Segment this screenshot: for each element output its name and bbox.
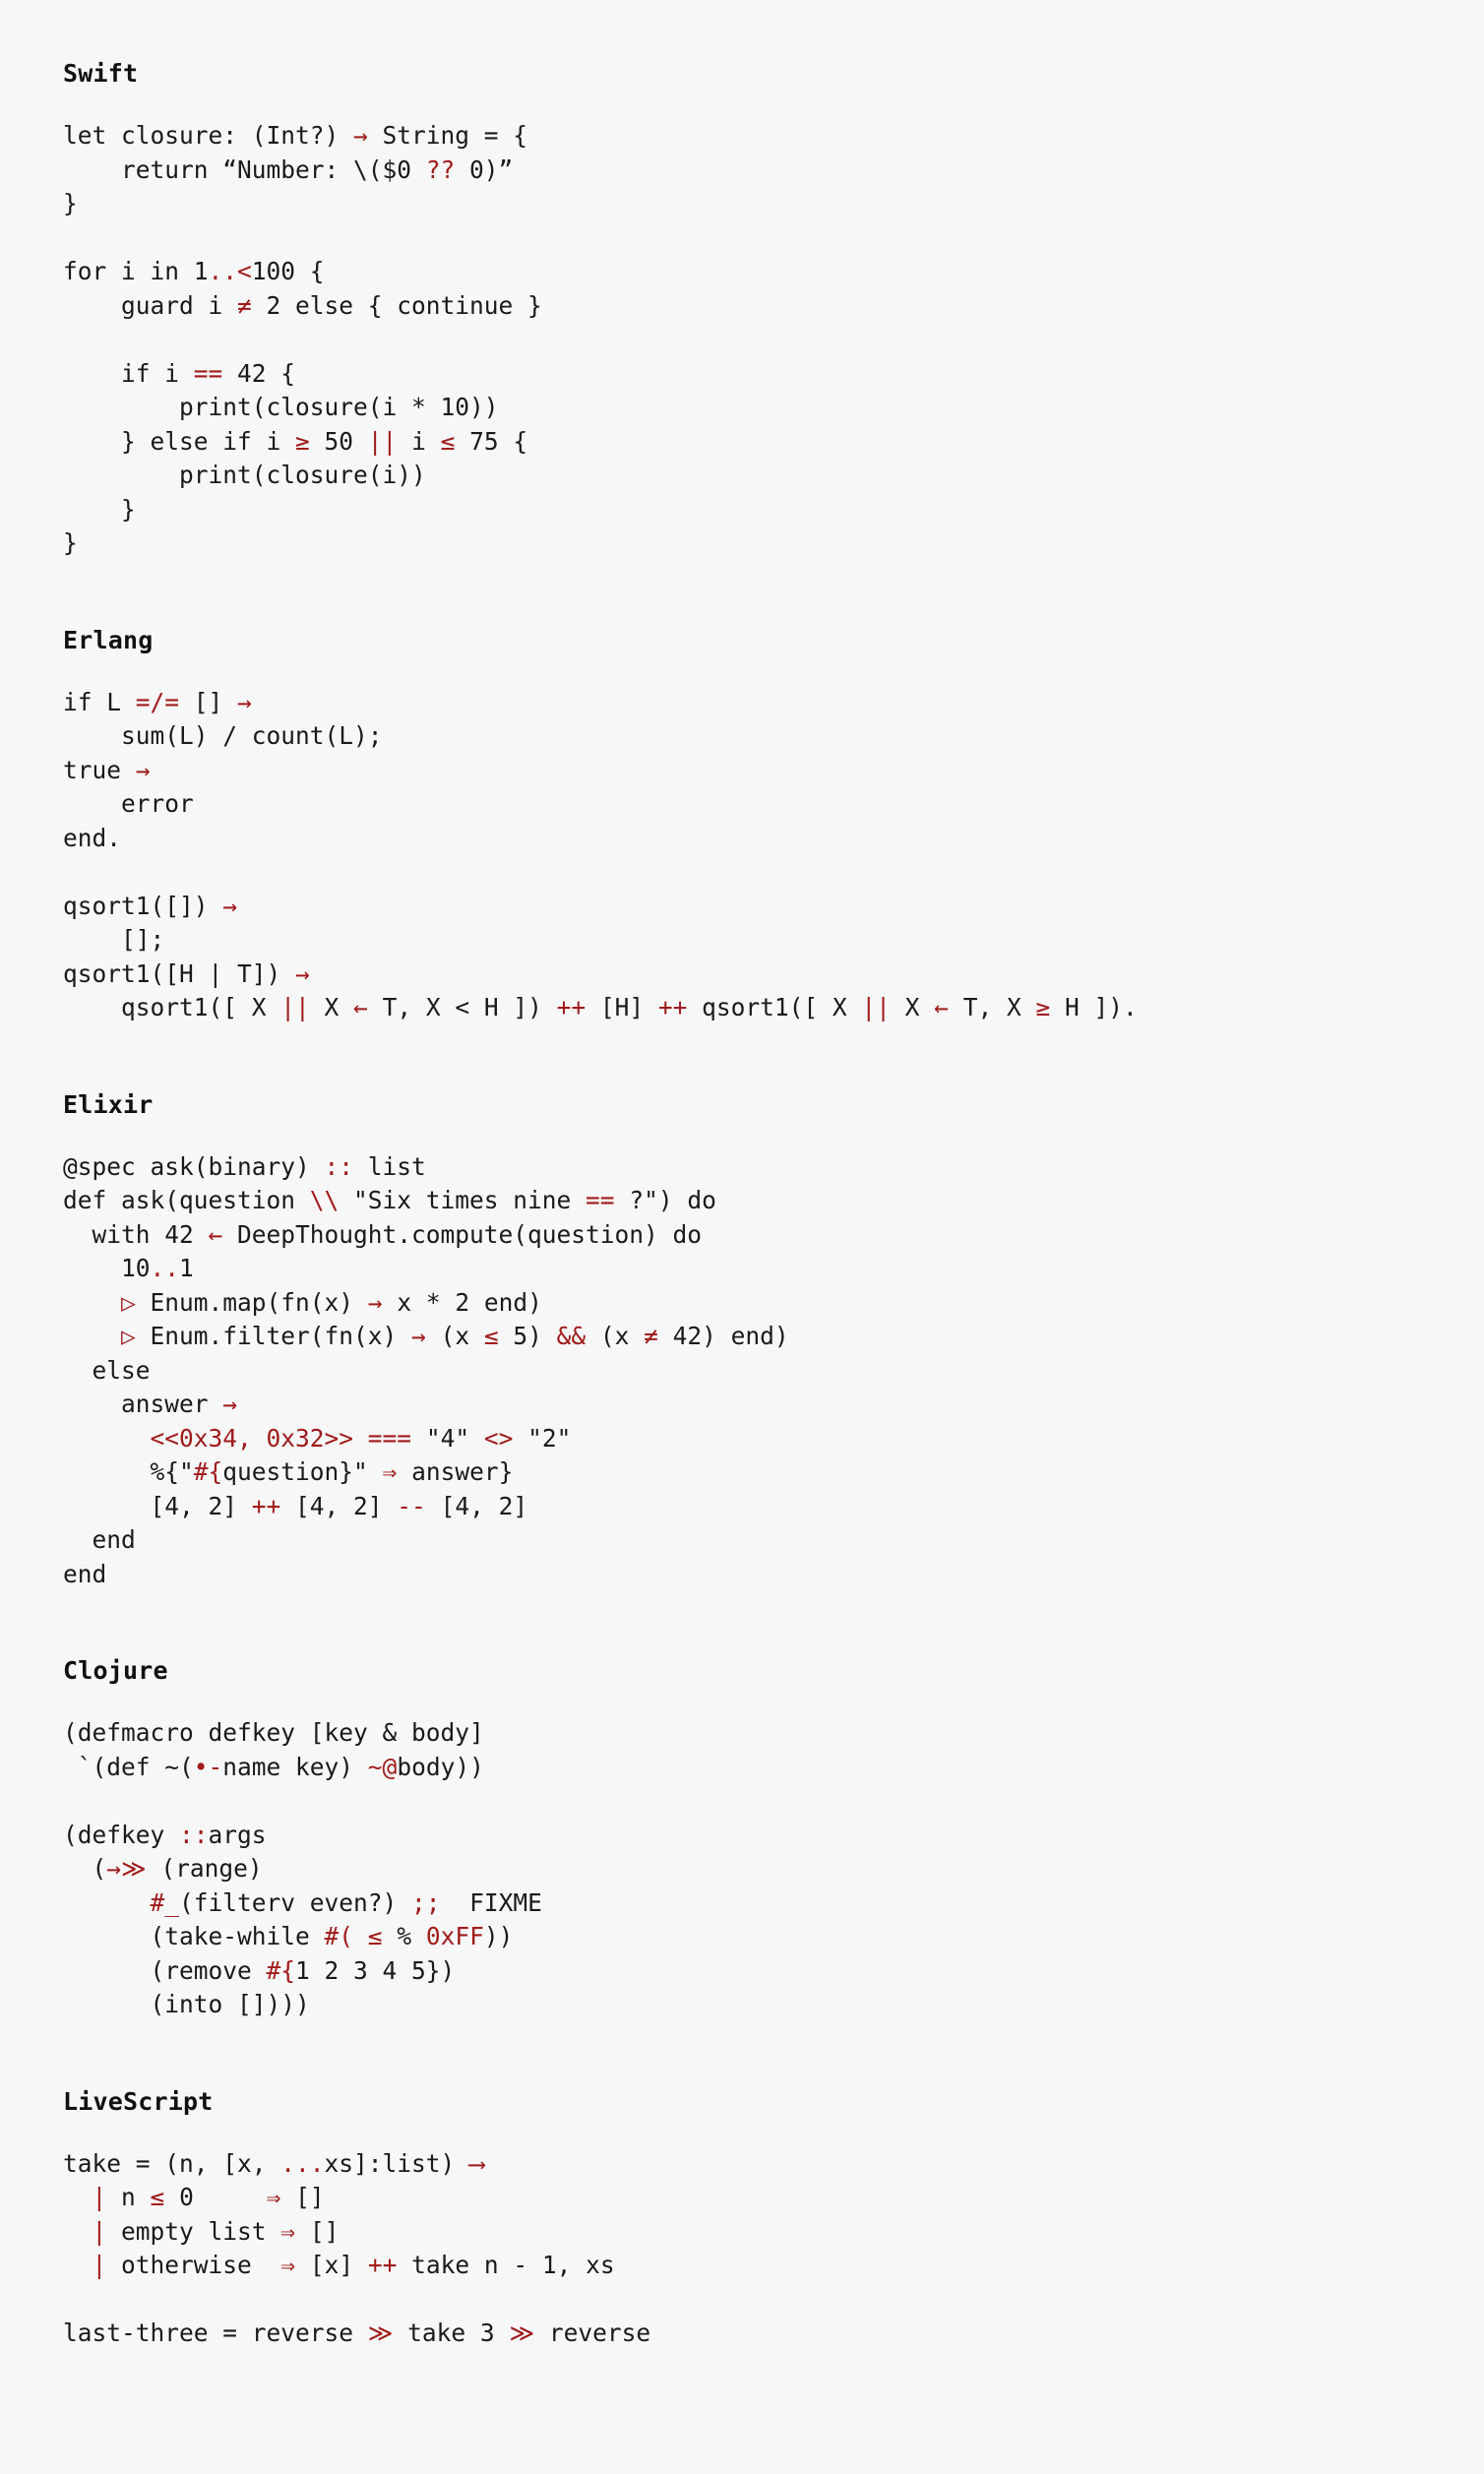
ligature-token: ||: [367, 426, 398, 456]
code-token: 42 {: [222, 358, 296, 388]
ligature-token: •-: [193, 1752, 223, 1781]
ligature-token: ≥: [295, 426, 310, 456]
language-title: Swift: [63, 59, 139, 88]
code-section: [63, 626, 1421, 1025]
code-token: []: [179, 687, 238, 716]
code-line: [63, 1184, 1421, 1218]
code-token: if L: [63, 687, 136, 716]
code-line: [63, 2249, 1421, 2283]
code-token: 5): [498, 1322, 557, 1350]
code-token: 2 else { continue }: [251, 290, 542, 320]
code-line: [63, 958, 1421, 992]
code-token: true: [63, 755, 136, 784]
code-line: [63, 1218, 1421, 1253]
code-token: (defkey: [63, 1820, 180, 1849]
code-token: DeepThought.compute(question) do: [222, 1219, 703, 1249]
ligature-token: <<0x34, 0x32>>: [150, 1423, 354, 1453]
code-token: otherwise: [106, 2251, 281, 2279]
ligature-token: →≫: [106, 1854, 147, 1883]
sections-container: [63, 59, 1421, 2351]
code-token: last-three = reverse: [63, 2319, 368, 2347]
code-token: 1 2 3 4 5}): [295, 1955, 456, 1985]
ligature-token: ===: [367, 1423, 412, 1453]
code-token: %{": [63, 1457, 194, 1486]
language-title: Elixir: [63, 1089, 154, 1119]
code-token: 50: [309, 426, 368, 456]
code-token: guard i: [63, 290, 238, 320]
code-token: let closure: (Int?): [63, 121, 354, 150]
ligature-token: ⇒: [382, 1457, 398, 1486]
code-line: [63, 187, 1421, 221]
code-line: [63, 1988, 1421, 2022]
code-token: take = (n, [x,: [63, 2148, 281, 2178]
code-token: H ]).: [1050, 993, 1138, 1021]
code-token: qsort1([ X: [63, 993, 281, 1021]
code-token: %: [382, 1922, 426, 1950]
code-token: @spec ask(binary): [63, 1151, 325, 1181]
ligature-token: ++: [556, 993, 587, 1021]
ligature-token: |: [92, 2183, 107, 2211]
ligature-token: ||: [280, 993, 310, 1021]
ligature-token: ::: [324, 1151, 354, 1181]
code-token: X: [890, 993, 935, 1021]
code-line: [63, 1252, 1421, 1286]
code-token: [63, 1322, 121, 1350]
code-token: (remove: [63, 1955, 267, 1985]
code-token: [4, 2]: [425, 1491, 528, 1520]
language-title: Erlang: [63, 625, 154, 654]
code-line: [63, 890, 1421, 924]
code-token: i: [397, 426, 441, 456]
ligature-token: ≠: [644, 1322, 658, 1350]
ligature-token: ⇒: [280, 2251, 296, 2279]
code-token: name key): [222, 1752, 368, 1781]
code-line: [63, 526, 1421, 561]
code-token: "Six times nine: [339, 1186, 587, 1214]
ligature-token: ≤: [367, 1922, 383, 1950]
code-token: (take-while: [63, 1922, 325, 1950]
ligature-token: →: [237, 687, 252, 716]
code-token: take 3: [393, 2319, 510, 2347]
code-token: end: [63, 1525, 136, 1554]
code-token: 10: [63, 1254, 151, 1282]
ligature-token: ::: [179, 1820, 209, 1849]
code-token: body)): [397, 1752, 484, 1781]
code-token: ?") do: [614, 1186, 716, 1214]
code-token: reverse: [534, 2319, 651, 2347]
ligature-token: =/=: [135, 687, 180, 716]
ligature-token: →: [222, 891, 238, 920]
code-line: [63, 1751, 1421, 1785]
code-token: list: [353, 1151, 426, 1181]
code-token: (defmacro defkey [key & body]: [63, 1718, 484, 1747]
blank-line: [63, 323, 1421, 357]
code-block: [63, 2147, 1421, 2351]
code-token: [63, 2251, 93, 2279]
ligature-token: |: [92, 2251, 107, 2279]
code-line: [63, 1852, 1421, 1886]
code-token: Enum.map(fn(x): [135, 1287, 368, 1317]
code-token: n: [106, 2183, 151, 2211]
code-token: 1: [179, 1254, 194, 1282]
code-token: [x]: [295, 2251, 368, 2279]
code-token: [4, 2]: [63, 1491, 252, 1520]
code-token: return “Number: \($0: [63, 155, 426, 184]
code-token: (: [63, 1854, 107, 1883]
code-block: [63, 119, 1421, 561]
code-token: print(closure(i * 10)): [63, 393, 499, 421]
code-token: qsort1([]): [63, 891, 223, 920]
code-section: [63, 1656, 1421, 2022]
code-token: end: [63, 1559, 107, 1588]
code-token: [4, 2]: [280, 1491, 398, 1520]
code-line: [63, 493, 1421, 527]
code-token: `(def ~(: [63, 1752, 194, 1781]
code-token: for i in 1: [63, 257, 209, 285]
code-line: [63, 1320, 1421, 1354]
ligature-token: ≤: [440, 426, 456, 456]
code-line: [63, 1716, 1421, 1751]
code-token: question}": [222, 1457, 383, 1486]
ligature-token: →: [135, 755, 151, 784]
ligature-token: <>: [483, 1423, 514, 1453]
code-token: []: [280, 2183, 325, 2211]
code-line: [63, 1954, 1421, 1989]
language-title: Clojure: [63, 1656, 168, 1685]
code-token: args: [208, 1820, 267, 1849]
code-line: [63, 2215, 1421, 2250]
ligature-token: ⇒: [280, 2216, 296, 2246]
ligature-token: #(: [324, 1922, 354, 1950]
ligature-token: ++: [367, 2251, 398, 2279]
code-token: [H]: [586, 993, 658, 1021]
code-line: [63, 289, 1421, 324]
code-line: [63, 255, 1421, 289]
code-line: [63, 1354, 1421, 1389]
code-line: [63, 754, 1421, 788]
ligature-token: ..<: [208, 257, 252, 285]
ligature-token: #{: [193, 1457, 223, 1486]
code-token: error: [63, 789, 194, 818]
code-line: [63, 686, 1421, 720]
code-token: (range): [146, 1854, 263, 1883]
code-line: [63, 1455, 1421, 1490]
code-token: 75 {: [455, 426, 528, 456]
code-block: [63, 686, 1421, 1025]
ligature-token: ++: [657, 993, 688, 1021]
code-token: []: [295, 2216, 340, 2246]
code-token: qsort1([ X: [687, 993, 862, 1021]
code-line: [63, 2181, 1421, 2215]
code-line: [63, 2317, 1421, 2351]
code-token: x * 2 end): [382, 1287, 542, 1317]
ligature-token: →: [222, 1390, 238, 1418]
code-line: [63, 1422, 1421, 1456]
ligature-token: →: [411, 1322, 426, 1350]
code-line: [63, 822, 1421, 856]
ligature-token: ≤: [483, 1322, 499, 1350]
code-token: String = {: [367, 121, 528, 150]
code-line: [63, 2147, 1421, 2182]
code-token: end.: [63, 823, 122, 852]
code-line: [63, 459, 1421, 493]
code-line: [63, 1886, 1421, 1921]
ligature-token: 0xFF: [425, 1922, 484, 1950]
code-block: [63, 1150, 1421, 1592]
ligature-token: ▷: [121, 1322, 136, 1350]
ligature-token: ..: [150, 1254, 180, 1282]
ligature-token: ==: [193, 358, 223, 388]
code-token: (filterv even?): [179, 1887, 412, 1917]
code-token: 0)”: [455, 155, 514, 184]
code-line: [63, 1558, 1421, 1592]
code-token: (x: [425, 1322, 484, 1350]
ligature-token: ||: [861, 993, 891, 1021]
ligature-token: ;;: [411, 1887, 441, 1917]
code-line: [63, 1920, 1421, 1954]
code-line: [63, 391, 1421, 425]
code-token: sum(L) / count(L);: [63, 721, 383, 750]
code-token: else: [63, 1355, 151, 1385]
ligature-token: &&: [556, 1322, 587, 1350]
code-token: [353, 1424, 368, 1453]
code-line: [63, 1150, 1421, 1185]
code-token: [63, 2217, 93, 2246]
language-title: LiveScript: [63, 2086, 214, 2116]
code-token: [353, 1922, 368, 1950]
ligature-token: ⟶: [469, 2148, 484, 2178]
code-line: [63, 787, 1421, 822]
code-token: [63, 1288, 121, 1317]
ligature-token: ≫: [509, 2319, 535, 2347]
code-token: [63, 2183, 93, 2211]
code-token: "2": [513, 1423, 572, 1453]
ligature-token: ==: [586, 1186, 615, 1214]
ligature-token: #{: [266, 1955, 296, 1985]
code-token: }: [63, 494, 136, 524]
ligature-token: \\: [309, 1186, 340, 1214]
code-token: Enum.filter(fn(x): [135, 1322, 412, 1350]
code-token: X: [309, 993, 354, 1021]
code-token: [63, 1888, 151, 1917]
code-token: def ask(question: [63, 1186, 310, 1214]
ligature-token: →: [367, 1287, 383, 1317]
ligature-token: ▷: [121, 1287, 136, 1317]
code-line: [63, 425, 1421, 460]
code-line: [63, 119, 1421, 154]
code-token: T, X < H ]): [367, 993, 557, 1021]
code-section: [63, 1090, 1421, 1592]
code-token: )): [483, 1922, 514, 1950]
code-token: if i: [63, 358, 194, 388]
ligature-token: ≫: [367, 2319, 394, 2347]
code-token: (into []))): [63, 1990, 310, 2018]
code-token: xs]:list): [324, 2148, 470, 2178]
ligature-token: →: [353, 121, 368, 150]
code-token: FIXME: [440, 1887, 542, 1917]
code-token: qsort1([H | T]): [63, 959, 296, 988]
code-line: [63, 154, 1421, 188]
ligature-token: ≥: [1035, 993, 1051, 1021]
code-token: "4": [411, 1423, 484, 1453]
ligature-token: →: [295, 959, 310, 988]
code-line: [63, 923, 1421, 958]
blank-line: [63, 1784, 1421, 1819]
code-line: [63, 1490, 1421, 1524]
blank-line: [63, 2283, 1421, 2318]
code-line: [63, 1388, 1421, 1422]
code-token: 42) end): [657, 1322, 789, 1350]
code-token: empty list: [106, 2216, 281, 2246]
code-line: [63, 719, 1421, 754]
code-section: [63, 59, 1421, 561]
ligature-token: ≠: [237, 290, 252, 320]
code-line: [63, 1523, 1421, 1558]
ligature-token: ≤: [150, 2183, 165, 2211]
ligature-token: ++: [251, 1491, 281, 1520]
code-token: T, X: [948, 993, 1036, 1021]
code-token: } else if i: [63, 426, 296, 456]
code-token: (x: [586, 1322, 645, 1350]
code-line: [63, 1286, 1421, 1321]
code-block: [63, 1716, 1421, 2022]
code-token: print(closure(i)): [63, 461, 426, 489]
code-token: 100 {: [251, 257, 325, 285]
ligature-token: ⇒: [266, 2183, 281, 2211]
code-token: }: [63, 189, 78, 217]
ligature-token: ←: [353, 993, 368, 1021]
code-token: answer: [63, 1390, 223, 1418]
code-token: 0: [164, 2183, 267, 2211]
blank-line: [63, 221, 1421, 256]
ligature-token: ←: [208, 1219, 223, 1249]
ligature-token: ~@: [367, 1752, 398, 1781]
ligature-token: ←: [934, 993, 949, 1021]
ligature-token: |: [92, 2216, 107, 2246]
ligature-token: #_: [150, 1887, 180, 1917]
code-token: with 42: [63, 1219, 209, 1249]
code-line: [63, 1819, 1421, 1853]
blank-line: [63, 855, 1421, 890]
code-token: [63, 1424, 151, 1453]
ligature-token: ??: [425, 155, 456, 184]
code-token: [];: [63, 925, 165, 954]
ligature-token: --: [397, 1491, 426, 1520]
code-token: }: [63, 528, 78, 557]
code-section: [63, 2087, 1421, 2351]
code-line: [63, 357, 1421, 392]
code-line: [63, 991, 1421, 1025]
code-token: answer}: [397, 1457, 514, 1486]
code-token: take n - 1, xs: [397, 2251, 615, 2279]
ligature-token: ...: [280, 2148, 325, 2178]
